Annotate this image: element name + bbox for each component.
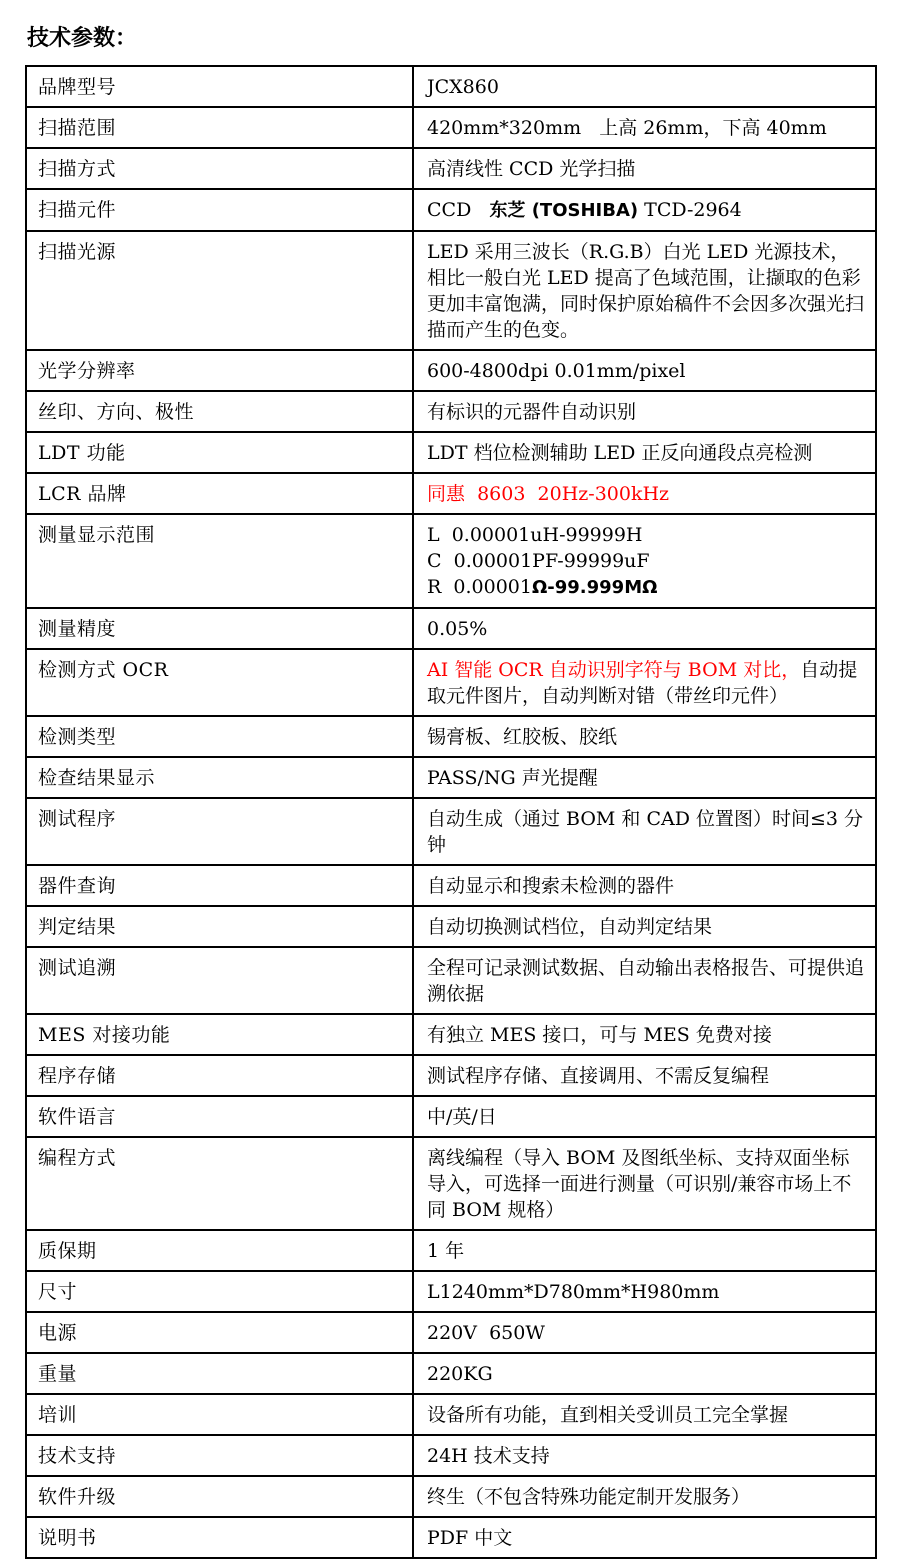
spec-value xyxy=(413,189,876,231)
spec-label: 测量显示范围 xyxy=(26,514,413,608)
spec-value xyxy=(413,1137,876,1230)
spec-value-line xyxy=(427,74,865,100)
text-segment: TCD-2964 xyxy=(638,199,742,221)
spec-value-line xyxy=(427,522,865,548)
spec-label: 光学分辨率 xyxy=(26,350,413,391)
spec-value xyxy=(413,1476,876,1517)
text-segment: 高清线性 CCD 光学扫描 xyxy=(427,158,636,180)
spec-label: 技术支持 xyxy=(26,1435,413,1476)
spec-label: 培训 xyxy=(26,1394,413,1435)
bold-text: Ω-99.999MΩ xyxy=(531,577,658,598)
spec-label: LDT 功能 xyxy=(26,432,413,473)
table-row xyxy=(26,1014,876,1055)
spec-label: 扫描方式 xyxy=(26,148,413,189)
spec-label: 器件查询 xyxy=(26,865,413,906)
text-segment: L 0.00001uH-99999H xyxy=(427,524,643,546)
spec-value-line xyxy=(427,1238,865,1264)
text-segment: 1 年 xyxy=(427,1240,465,1262)
spec-value-line xyxy=(427,724,865,750)
spec-value xyxy=(413,1394,876,1435)
spec-value-line xyxy=(427,239,865,343)
text-segment: 自动提取元件图片，自动判断对错（带丝印元件） xyxy=(427,659,858,707)
highlight-text: 同惠 8603 20Hz-300kHz xyxy=(427,483,670,505)
spec-value-line xyxy=(427,1443,865,1469)
text-segment: C 0.00001PF-99999uF xyxy=(427,550,650,572)
text-segment: PDF 中文 xyxy=(427,1527,513,1549)
text-segment: 自动显示和搜索未检测的器件 xyxy=(427,875,675,897)
table-row xyxy=(26,514,876,608)
table-row xyxy=(26,1055,876,1096)
spec-value xyxy=(413,947,876,1014)
spec-label: 测量精度 xyxy=(26,608,413,649)
text-segment: 自动切换测试档位，自动判定结果 xyxy=(427,916,713,938)
spec-label: 尺寸 xyxy=(26,1271,413,1312)
spec-label: 扫描光源 xyxy=(26,231,413,350)
spec-label: 程序存储 xyxy=(26,1055,413,1096)
table-row xyxy=(26,231,876,350)
spec-value xyxy=(413,1055,876,1096)
table-row xyxy=(26,1137,876,1230)
spec-value-line xyxy=(427,574,865,601)
bold-text: 东芝 (TOSHIBA) xyxy=(489,200,639,221)
table-row xyxy=(26,107,876,148)
table-row xyxy=(26,148,876,189)
text-segment: 220KG xyxy=(427,1363,493,1385)
spec-value-line xyxy=(427,156,865,182)
spec-value xyxy=(413,1312,876,1353)
spec-value xyxy=(413,514,876,608)
table-row xyxy=(26,1353,876,1394)
spec-value xyxy=(413,107,876,148)
spec-label: 软件语言 xyxy=(26,1096,413,1137)
spec-value xyxy=(413,391,876,432)
text-segment: 有独立 MES 接口，可与 MES 免费对接 xyxy=(427,1024,772,1046)
spec-value xyxy=(413,1096,876,1137)
spec-value-line xyxy=(427,1361,865,1387)
spec-value-line xyxy=(427,481,865,507)
table-row xyxy=(26,189,876,231)
text-segment: 自动生成（通过 BOM 和 CAD 位置图）时间≤3 分钟 xyxy=(427,808,864,856)
spec-value-line xyxy=(427,806,865,858)
spec-value-line xyxy=(427,1402,865,1428)
spec-value-line xyxy=(427,955,865,1007)
table-row xyxy=(26,1394,876,1435)
spec-value-line xyxy=(427,1525,865,1551)
spec-value-line xyxy=(427,115,865,141)
text-segment: 离线编程（导入 BOM 及图纸坐标、支持双面坐标导入，可选择一面进行测量（可识别/兼容市场上不同 BOM 规格） xyxy=(427,1147,852,1221)
spec-value-line xyxy=(427,197,865,224)
spec-value xyxy=(413,1353,876,1394)
spec-value-line xyxy=(427,1022,865,1048)
spec-value-line xyxy=(427,358,865,384)
spec-label: 质保期 xyxy=(26,1230,413,1271)
spec-value xyxy=(413,1517,876,1558)
spec-value xyxy=(413,432,876,473)
table-row xyxy=(26,1230,876,1271)
spec-value-line xyxy=(427,399,865,425)
spec-value xyxy=(413,350,876,391)
table-row xyxy=(26,1096,876,1137)
highlight-text: AI 智能 OCR 自动识别字符与 BOM 对比， xyxy=(427,659,801,681)
spec-value xyxy=(413,906,876,947)
spec-value xyxy=(413,865,876,906)
spec-value-line xyxy=(427,548,865,574)
text-segment: 220V 650W xyxy=(427,1322,545,1344)
text-segment: LDT 档位检测辅助 LED 正反向通段点亮检测 xyxy=(427,442,813,464)
spec-value-line xyxy=(427,914,865,940)
text-segment: R 0.00001 xyxy=(427,576,532,598)
text-segment: LED 采用三波长（R.G.B）白光 LED 光源技术，相比一般白光 LED 提高了色域范围，让撷取的色彩更加丰富饱满，同时保护原始稿件不会因多次强光扫描而产生的色变。 xyxy=(427,241,865,341)
spec-value xyxy=(413,1014,876,1055)
text-segment: L1240mm*D780mm*H980mm xyxy=(427,1281,720,1303)
text-segment: 测试程序存储、直接调用、不需反复编程 xyxy=(427,1065,770,1087)
spec-value-line xyxy=(427,765,865,791)
page-title: 技术参数： xyxy=(27,26,138,51)
text-segment: 600-4800dpi 0.01mm/pixel xyxy=(427,360,686,382)
spec-label: LCR 品牌 xyxy=(26,473,413,514)
text-segment: JCX860 xyxy=(427,76,499,98)
spec-label: 扫描元件 xyxy=(26,189,413,231)
table-row xyxy=(26,716,876,757)
spec-table xyxy=(25,65,877,1559)
spec-value-line xyxy=(427,1484,865,1510)
spec-value xyxy=(413,1271,876,1312)
spec-label: 说明书 xyxy=(26,1517,413,1558)
table-row xyxy=(26,608,876,649)
text-segment: 有标识的元器件自动识别 xyxy=(427,401,637,423)
table-row xyxy=(26,1517,876,1558)
spec-label: 重量 xyxy=(26,1353,413,1394)
spec-value-line xyxy=(427,1104,865,1130)
spec-value-line xyxy=(427,873,865,899)
spec-value xyxy=(413,231,876,350)
spec-label: 检测类型 xyxy=(26,716,413,757)
spec-label: 检查结果显示 xyxy=(26,757,413,798)
table-row xyxy=(26,649,876,716)
table-row xyxy=(26,350,876,391)
text-segment: 中/英/日 xyxy=(427,1106,497,1128)
table-row xyxy=(26,391,876,432)
spec-label: 测试追溯 xyxy=(26,947,413,1014)
table-row xyxy=(26,432,876,473)
spec-label: 品牌型号 xyxy=(26,66,413,107)
table-row xyxy=(26,1476,876,1517)
text-segment: CCD xyxy=(427,199,490,221)
spec-value xyxy=(413,148,876,189)
spec-value xyxy=(413,66,876,107)
text-segment: 0.05% xyxy=(427,618,488,640)
text-segment: 全程可记录测试数据、自动输出表格报告、可提供追溯依据 xyxy=(427,957,865,1005)
spec-label: 软件升级 xyxy=(26,1476,413,1517)
spec-value-line xyxy=(427,1320,865,1346)
table-row xyxy=(26,1435,876,1476)
spec-table-body xyxy=(26,66,876,1558)
table-row xyxy=(26,1312,876,1353)
spec-value-line xyxy=(427,440,865,466)
spec-label: 判定结果 xyxy=(26,906,413,947)
spec-value-line xyxy=(427,1279,865,1305)
spec-label: 编程方式 xyxy=(26,1137,413,1230)
text-segment: 锡膏板、红胶板、胶纸 xyxy=(427,726,618,748)
spec-label: 丝印、方向、极性 xyxy=(26,391,413,432)
spec-value xyxy=(413,1230,876,1271)
spec-value xyxy=(413,473,876,514)
spec-value xyxy=(413,757,876,798)
spec-label: MES 对接功能 xyxy=(26,1014,413,1055)
text-segment: 终生（不包含特殊功能定制开发服务） xyxy=(427,1486,751,1508)
spec-label: 电源 xyxy=(26,1312,413,1353)
table-row xyxy=(26,865,876,906)
spec-value xyxy=(413,1435,876,1476)
spec-value xyxy=(413,649,876,716)
table-row xyxy=(26,798,876,865)
table-row xyxy=(26,757,876,798)
spec-value-line xyxy=(427,657,865,709)
table-row xyxy=(26,473,876,514)
spec-value xyxy=(413,716,876,757)
text-segment: 24H 技术支持 xyxy=(427,1445,550,1467)
spec-value-line xyxy=(427,616,865,642)
text-segment: 420mm*320mm 上高 26mm，下高 40mm xyxy=(427,117,827,139)
table-row xyxy=(26,66,876,107)
spec-label: 检测方式 OCR xyxy=(26,649,413,716)
spec-value xyxy=(413,798,876,865)
spec-value xyxy=(413,608,876,649)
table-row xyxy=(26,906,876,947)
table-row xyxy=(26,947,876,1014)
spec-label: 扫描范围 xyxy=(26,107,413,148)
text-segment: PASS/NG 声光提醒 xyxy=(427,767,598,789)
table-row xyxy=(26,1271,876,1312)
spec-value-line xyxy=(427,1063,865,1089)
text-segment: 设备所有功能，直到相关受训员工完全掌握 xyxy=(427,1404,789,1426)
spec-value-line xyxy=(427,1145,865,1223)
spec-label: 测试程序 xyxy=(26,798,413,865)
